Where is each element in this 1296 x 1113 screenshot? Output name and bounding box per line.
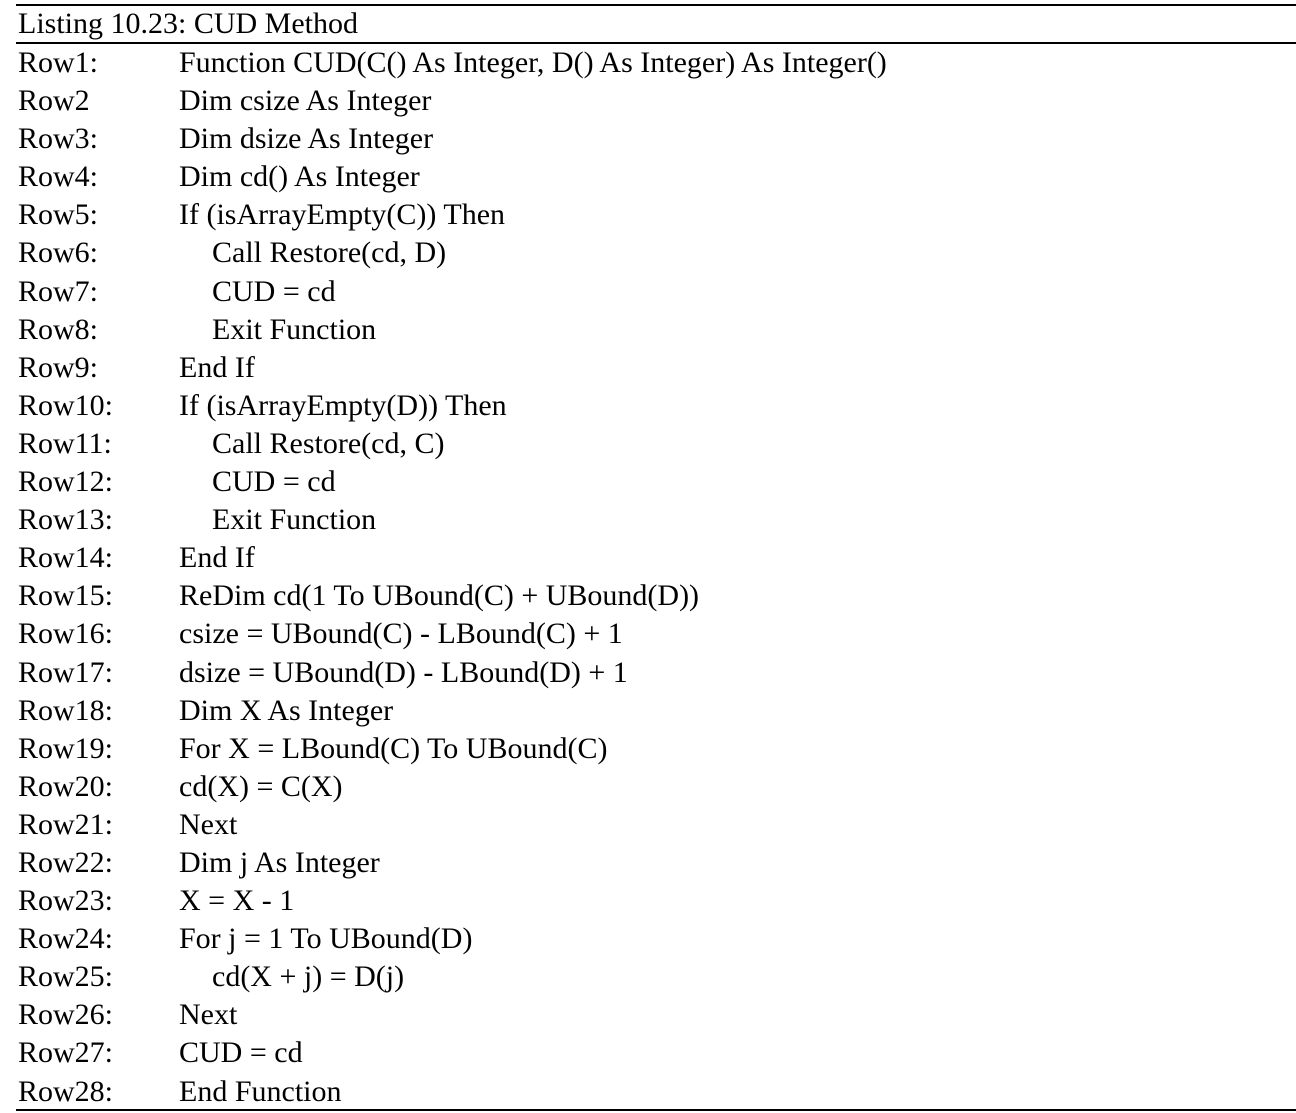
- listing-row: [0, 920, 1296, 958]
- row-label: Row2: [18, 84, 90, 118]
- listing-row: [0, 692, 1296, 730]
- row-label: Row28:: [18, 1074, 114, 1108]
- listing-row: [0, 463, 1296, 501]
- row-label: Row24:: [18, 922, 114, 956]
- row-code: Dim csize As Integer: [179, 84, 432, 118]
- row-code: Dim dsize As Integer: [179, 122, 434, 156]
- listing-row: [0, 196, 1296, 234]
- listing-row: [0, 844, 1296, 882]
- row-label: Row5:: [18, 198, 99, 232]
- listing-row: [0, 311, 1296, 349]
- row-label: Row23:: [18, 884, 114, 918]
- listing-row: [0, 539, 1296, 577]
- row-code: cd(X + j) = D(j): [212, 960, 405, 994]
- listing-row: [0, 425, 1296, 463]
- row-label: Row20:: [18, 769, 114, 803]
- row-code: Dim cd() As Integer: [179, 160, 420, 194]
- row-code: Call Restore(cd, D): [212, 236, 447, 270]
- row-label: Row13:: [18, 503, 114, 537]
- row-label: Row22:: [18, 845, 114, 879]
- row-label: Row19:: [18, 731, 114, 765]
- row-code: For j = 1 To UBound(D): [179, 922, 473, 956]
- row-label: Row1:: [18, 46, 99, 79]
- listing-row: [0, 730, 1296, 768]
- listing-row: [0, 44, 1296, 82]
- row-code: Dim X As Integer: [179, 693, 394, 727]
- row-code: CUD = cd: [179, 1036, 303, 1070]
- row-label: Row16:: [18, 617, 114, 651]
- listing-row: [0, 577, 1296, 615]
- row-label: Row3:: [18, 122, 99, 156]
- row-code: Function CUD(C() As Integer, D() As Integer) As Integer(): [179, 46, 887, 79]
- row-label: Row25:: [18, 960, 114, 994]
- row-label: Row6:: [18, 236, 99, 270]
- listing-row: [0, 768, 1296, 806]
- listing-row: [0, 615, 1296, 653]
- row-label: Row4:: [18, 160, 99, 194]
- listing-row: [0, 234, 1296, 272]
- row-label: Row11:: [18, 426, 112, 460]
- row-label: Row17:: [18, 655, 114, 689]
- bottom-rule: [16, 1109, 1296, 1111]
- row-label: Row9:: [18, 350, 99, 384]
- row-label: Row14:: [18, 541, 114, 575]
- row-label: Row7:: [18, 274, 99, 308]
- row-code: For X = LBound(C) To UBound(C): [179, 731, 608, 765]
- row-label: Row27:: [18, 1036, 114, 1070]
- row-label: Row12:: [18, 465, 114, 499]
- row-label: Row10:: [18, 388, 114, 422]
- listing-rows: [0, 44, 1296, 1111]
- row-label: Row18:: [18, 693, 114, 727]
- listing-row: [0, 501, 1296, 539]
- listing-caption: Listing 10.23: CUD Method: [18, 7, 359, 40]
- listing-row: [0, 158, 1296, 196]
- row-code: csize = UBound(C) - LBound(C) + 1: [179, 617, 623, 651]
- listing-row: [0, 1034, 1296, 1072]
- row-label: Row8:: [18, 312, 99, 346]
- row-code: If (isArrayEmpty(C)) Then: [179, 198, 506, 232]
- row-label: Row15:: [18, 579, 114, 613]
- row-code: If (isArrayEmpty(D)) Then: [179, 388, 507, 422]
- row-code: End If: [179, 541, 255, 575]
- row-code: CUD = cd: [212, 274, 336, 308]
- row-code: Dim j As Integer: [179, 845, 380, 879]
- row-code: End If: [179, 350, 255, 384]
- row-code: Next: [179, 998, 238, 1032]
- row-code: Next: [179, 807, 238, 841]
- listing-row: [0, 82, 1296, 120]
- row-label: Row26:: [18, 998, 114, 1032]
- row-code: cd(X) = C(X): [179, 769, 343, 803]
- listing-row: [0, 387, 1296, 425]
- listing-row: [0, 273, 1296, 311]
- row-code: CUD = cd: [212, 465, 336, 499]
- row-label: Row21:: [18, 807, 114, 841]
- listing-row: [0, 349, 1296, 387]
- listing-row: [0, 1073, 1296, 1111]
- listing-row: [0, 120, 1296, 158]
- listing-row: [0, 996, 1296, 1034]
- row-code: End Function: [179, 1074, 342, 1108]
- row-code: Exit Function: [212, 503, 377, 537]
- listing-row: [0, 654, 1296, 692]
- listing-row: [0, 958, 1296, 996]
- row-code: X = X - 1: [179, 884, 295, 918]
- row-code: dsize = UBound(D) - LBound(D) + 1: [179, 655, 628, 689]
- row-code: ReDim cd(1 To UBound(C) + UBound(D)): [179, 579, 700, 613]
- row-code: Exit Function: [212, 312, 377, 346]
- row-code: Call Restore(cd, C): [212, 426, 445, 460]
- listing-row: [0, 806, 1296, 844]
- listing-row: [0, 882, 1296, 920]
